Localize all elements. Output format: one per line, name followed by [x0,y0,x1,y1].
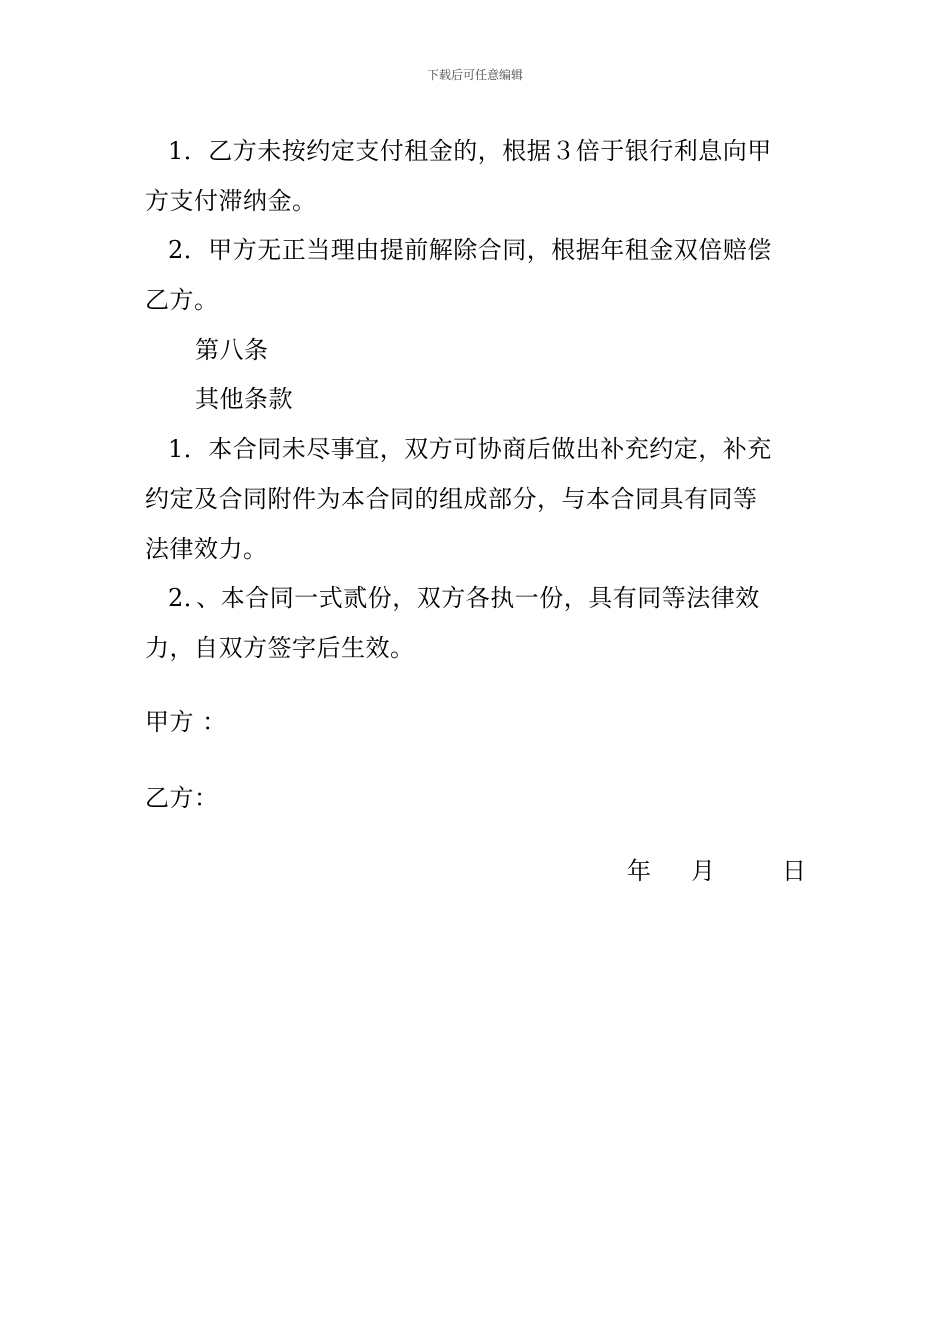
clause7-item2-line2: 乙方。 [145,286,219,314]
clause8-item1-line3: 法律效力。 [145,535,268,563]
clause8-item2-line2: 力，自双方签字后生效。 [145,634,415,662]
date-year: 年 [627,857,651,885]
clause7-item2-line1: 2．甲方无正当理由提前解除合同，根据年租金双倍赔偿 [168,236,772,264]
date-month: 月 [691,857,715,885]
clause8-item1-line1: 1．本合同未尽事宜，双方可协商后做出补充约定，补充 [168,435,772,463]
party-a-signature: 甲方 ： [145,708,227,736]
clause7-item1-line1: 1．乙方未按约定支付租金的，根据３倍于银行利息向甲 [168,137,772,165]
signature-date [627,856,807,886]
party-b-signature: 乙方： [145,784,219,812]
clause7-item1-line2: 方支付滞纳金。 [145,187,317,215]
clause8-title: 第八条 [195,336,269,364]
page-header: 下载后可任意编辑 [426,68,523,82]
date-day: 日 [782,857,806,885]
clause8-subtitle: 其他条款 [195,385,293,413]
clause8-item2-line1: 2．、本合同一式贰份，双方各执一份，具有同等法律效 [168,584,760,612]
clause8-item1-line2: 约定及合同附件为本合同的组成部分，与本合同具有同等 [145,485,758,513]
